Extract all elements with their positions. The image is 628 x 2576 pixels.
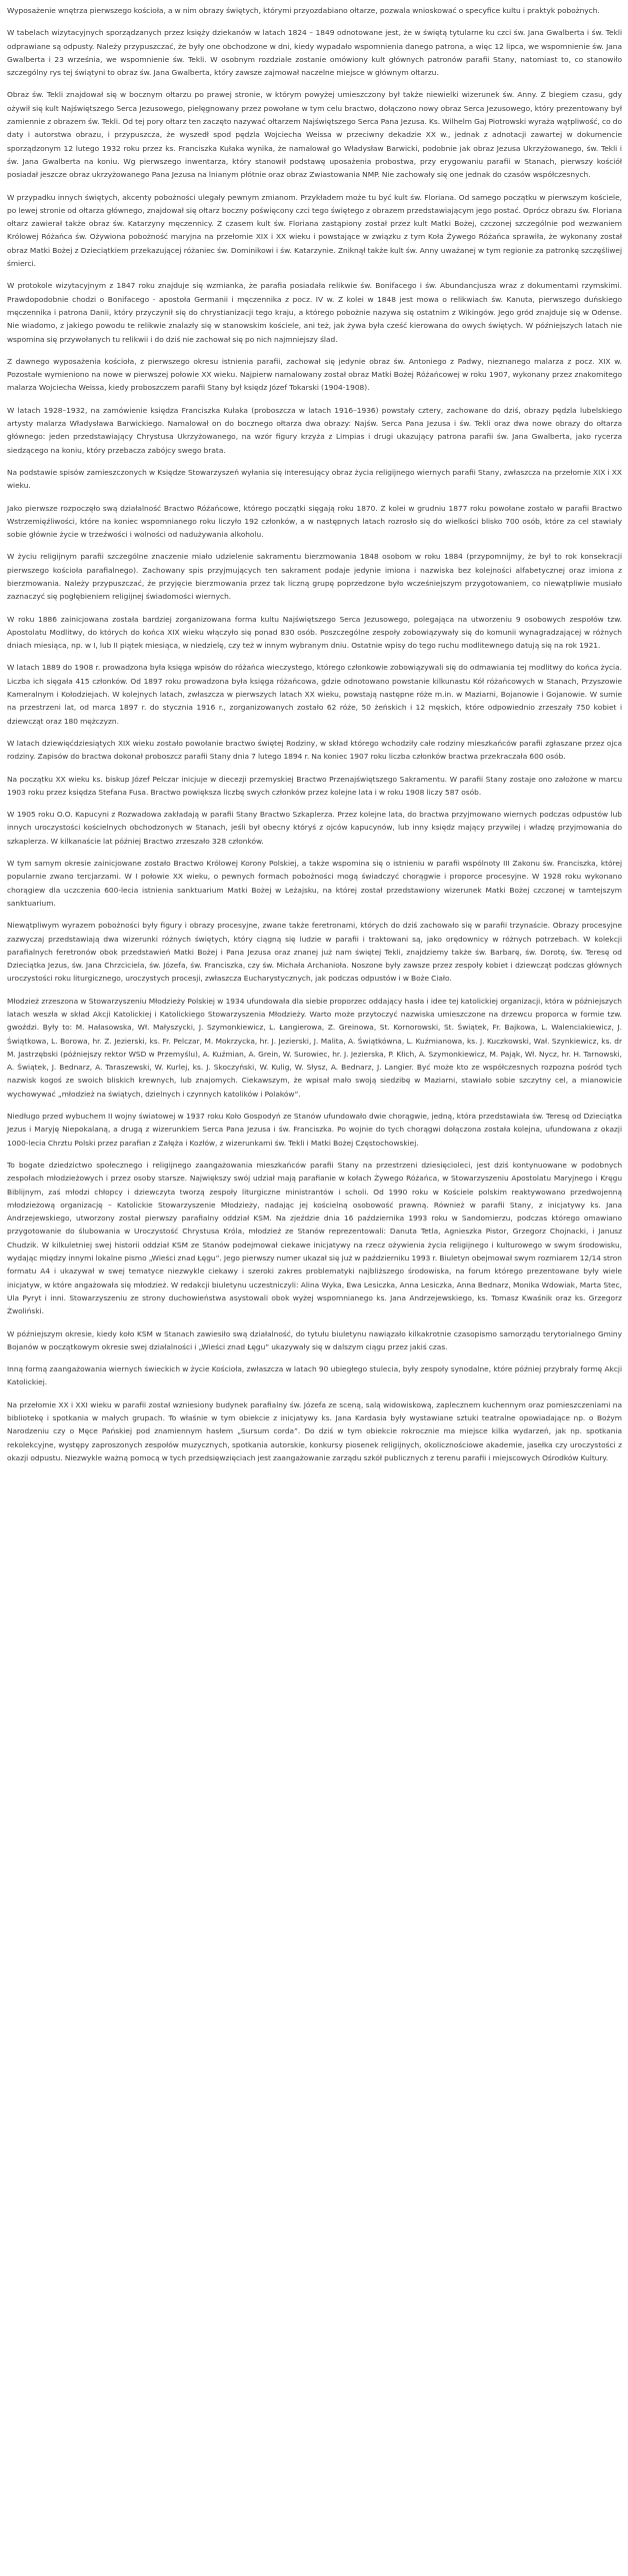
paragraph-6: Z dawnego wyposażenia kościoła, z pierwszego okresu istnienia parafii, zachował się jedynie obraz św. Antoniego z Padwy, nieznanego malarza z pocz. XIX w. Pozostałe wymieniono na nowe w pierwszej połowie XX wieku. Najpierw namalowany został obraz Matki Bożej Różańcowej w roku 1907, wykonany przez znakomitego malarza Wojciecha Weissa, kiedy proboszczem parafii Stany był księdz Józef Tokarski (1904-1908). [7, 356, 622, 393]
paragraph-4: W przypadku innych świętych, akcenty pobożności ulegały pewnym zmianom. Przykładem może tu być kult św. Floriana. Od samego początku w pierwszym kościele, po lewej stronie od ołtarza głównego, znajdował się ołtarz boczny poświęcony czci tego świętego z obrazem przedstawiającym jego postać. Oprócz obrazu św. Floriana ołtarz zawierał także obraz św. Katarzyny męczennicy. Z czasem kult św. Floriana zastąpiony został przez kult Matki Bożej, czczonej szczególnie pod wezwaniem Królowej Różańca św. Ożywiona pobożność maryjna na przełomie XIX i XX wieku i powstające w związku z tym Koła Żywego Różańca sprawiła, że wykonany został obraz Matki Bożej z Dzieciątkiem przekazującej różaniec św. Dominikowi i św. Katarzynie. Zniknął także kult św. Anny uważanej w tym regionie za patronkę szczęśliwej śmierci. [7, 192, 622, 269]
paragraph-10: W życiu religijnym parafii szczególne znaczenie miało udzielenie sakramentu bierzmowania 1848 osobom w roku 1884 (przypomnijmy, że był to rok konsekracji pierwszego kościoła parafialnego). Zachowany spis przyjmujących ten sakrament podaje jedynie imiona i nazwiska bez kolejności alfabetycznej oraz imiona z bierzmowania. Należy przypuszczać, że przyjęcie bierzmowania przez tak liczną grupę poprzedzone było wcześniejszym przygotowaniem, co niewątpliwie musiało zaznaczyć się pogłębieniem religijnej świadomości wiernych. [7, 552, 622, 602]
paragraph-9: Jako pierwsze rozpoczęło swą działalność Bractwo Różańcowe, którego początki sięgają roku 1870. Z kolei w grudniu 1877 roku powołane zostało w parafii Bractwo Wstrzemięźliwości, które na koniec wspomnianego roku liczyło 192 członków, a w następnych latach rozrosło się do wielkości blisko 700 osób, które za cel stawiały sobie głównie życie w trzeźwości i wolności od nadużywania alkoholu. [7, 503, 622, 540]
paragraph-18: Młodzież zrzeszona w Stowarzyszeniu Młodzieży Polskiej w 1934 ufundowała dla siebie proporzec oddający hasła i idee tej katolickiej organizacji, która w późniejszych latach weszła w skład Akcji Katolickiej i Katolickiego Stowarzyszenia Młodzieży. Warto może przytoczyć nazwiska umieszczone na drzewcu proporca w formie tzw. gwoździ. Były to: M. Hałasowska, Wł. Małyszycki, J. Szymonkiewicz, L. Łangierowa, Z. Greinowa, St. Kornorowski, St. Świątek, Fr. Bajkowa, L. Walenciakiewicz, J. Świątkowa, L. Borowa, hr. Z. Jezierski, ks. Fr. Pelczar, M. Mokrzycka, hr. J. Jezierski, J. Malita, A. Świątkówna, L. Kuźmianowa, ks. J. Kuczkowski, Wał. Szynkiewicz, ks. dr M. Jastrzębski (późniejszy rektor WSD w Przemyślu), A. Kuźmian, A. Grein, W. Surowiec, hr. J. Jezierska, P. Kłich, A. Szymonkiewicz, M. Pająk, Wł. Nycz, hr. H. Tarnowski, A. Świątek, J. Bednarz, A. Taraszewski, W. Kurlej, ks. J. Skoczyński, W. Kulig, W. Słysz, A. Bednarz, J. Langier. Być może kto ze współczesnych rozpozna pośród tych nazwisk kogoś ze swoich bliskich krewnych, lub znajomych. Ciekawszym, że wpisał mało swoją siedzibę w Maziarni, stawiało sobie szczytny cel, a mianowicie wychowywać „młodzież na świątych, dzielnych i czynnych katolików i Polaków”. [7, 996, 622, 1099]
paragraph-5: W protokole wizytacyjnym z 1847 roku znajduje się wzmianka, że parafia posiadała relikwie św. Bonifacego i św. Abundancjusza wraz z dokumentami rzymskimi. Prawdopodobnie chodzi o Bonifacego - apostoła Germanii i męczennika z pocz. IV w. Z kolei w 1848 jest mowa o relikwiach św. Kanuta, pierwszego duńskiego męczennika i patrona Danii, który przyczynił się do chrystianizacji tego kraju, a którego pobożnie nazywa się ostatnim z Wikingów. Jego gród znajduje się w Odense. Nie wiadomo, z jakiego powodu te relikwie znalazły się w stanowskim kościele, ani też, jak żywa była cześć kierowana do owych świętych. W późniejszych latach nie wspomina się przywołanych tu relikwii i do dziś nie zachował się po nich najmniejszy ślad. [7, 281, 622, 344]
paragraph-15: W 1905 roku O.O. Kapucyni z Rozwadowa zakładają w parafii Stany Bractwo Szkaplerza. Przez kolejne lata, do bractwa przyjmowano wiernych podczas odpustów lub innych uroczystości kościelnych obchodzonych w Stanach, jeśli był obecny któryś z ojców kapucynów, lub inny księdz mający przywilej i władzę przyjmowania do szkaplerza. W kilkanaście lat później Bractwo zrzeszało 328 członków. [7, 810, 622, 846]
paragraph-17: Niewątpliwym wyrazem pobożności były figury i obrazy procesyjne, zwane także feretronami, których do dziś zachowało się w parafii trzynaście. Obrazy procesyjne zazwyczaj przedstawiają dwa wizerunki różnych świętych, który ciągną się ludzie w parafii i traktowani są, jako orędownicy w różnych potrzebach. W kolekcji parafialnych feretronów obok przedstawień Matki Bożej i Pana Jezusa oraz znanej już nam świętej Tekli, znajdziemy także św. Barbarę, św. Dorotę, św. Teresę od Dzieciątka Jezus, św. Jana Chrzciciela, św. Józefa, św. Franciszka, czy św. Michała Archanioła. Noszone były zawsze przez zespoły kobiet i dziewcząt podczas głównych uroczystości roku liturgicznego, uroczystych procesji, zwłaszcza Eucharystycznych, jak podczas odpustów i w Boże Ciało. [7, 921, 622, 984]
paragraph-1: Wyposażenie wnętrza pierwszego kościoła, a w nim obrazy świętych, którymi przyozdabiano ołtarze, pozwala wnioskować o specyfice kultu i praktyk pobożnych. [7, 6, 600, 15]
paragraph-11: W roku 1886 zainicjowana została bardziej zorganizowana forma kultu Najświętszego Serca Jezusowego, polegająca na utworzeniu 9 osobowych zespołów tzw. Apostolatu Modlitwy, do których do końca XIX wieku włączyło się ponad 830 osób. Poszczególne zespoły zobowiązywały się do komunii wynagradzającej w różnych dniach miesiąca, np. w I, lub II piątek miesiąca, w niedzielę, czy też w innym wybranym dniu. Ostatnie wpisy do tego ruchu modlitewnego datują się na rok 1921. [7, 614, 622, 651]
paragraph-21: W późniejszym okresie, kiedy koło KSM w Stanach zawiesiło swą działalność, do tytułu biuletynu nawiązało kilkakrotnie czasopismo samorządu terytorialnego Gminy Bojanów w początkowym okresie swej działalności i „Wieści znad Łęgu” ukazywały się w dalszym ciągu przez jakiś czas. [7, 1328, 622, 1351]
paragraph-20: To bogate dziedzictwo społecznego i religijnego zaangażowania mieszkańców parafii Stany na przestrzeni dziesięcioleci, jest dziś kontynuowane w podobnych zespołach młodzieżowych i przez osoby starsze. Największy swój udział mają parafianie w kołach Żywego Różańca, w Stowarzyszeniu Apostolatu Maryjnego i Kręgu Biblijnym, zaś młodzi chłopcy i dziewczyta tworzą zespoły liturgiczne ministrantów i scholi. Od 1990 roku w Kościele polskim reaktywowano przedwojenną młodzieżową organizację – Katolickie Stowarzyszenie Młodzieży, nadając jej kościelną osobowość prawną. Również w parafii Stany, z inicjatywy ks. Jana Andrzejewskiego, utworzony został pierwszy parafialny oddział KSM. Na zjeździe dnia 16 października 1993 roku w Sandomierzu, podczas którego omawiano przygotowanie do ślubowania w Uroczystość Chrystusa Króla, młodzież ze Stanów reprezentowali: Danuta Tetla, Agnieszka Pistor, Grzegorz Chojnacki, i Janusz Chudzik. W kilkuletniej swej historii oddział KSM ze Stanów podejmował ciekawe inicjatywy na rzecz ożywienia życia religijnego i kulturowego w swym środowisku, wydając między innymi lokalne pismo „Wieści znad Łęgu”. Jego pierwszy numer ukazał się już w październiku 1993 r. Biuletyn obejmował swym rozmiarem 12/14 stron formatu A4 i ukazywał w swej tematyce niezwykle ciekawy i szeroki zakres problematyki najbliższego środowiska, na forum którego prezentowane były wiele inicjatyw, w które angażowała się młodzież. W redakcji biuletynu uczestniczyli: Alina Wyka, Ewa Lesiczka, Anna Lesiczka, Anna Bednarz, Monika Wdowiak, Marta Stec, Ula Pyryt i inni. Stowarzyszeniu ze strony duchowieństwa asystowali obok wyżej wspomnianego ks. Jana Andrzejewskiego, ks. Tomasz Kwaśnik oraz ks. Grzegorz Żwoliński. [7, 1160, 622, 1316]
paragraph-19: Niedługo przed wybuchem II wojny światowej w 1937 roku Koło Gospodyń ze Stanów ufundowało dwie chorągwie, jedną, która przedstawiała św. Teresę od Dzieciątka Jezus i Maryję Niepokalaną, a drugą z wizerunkiem Serca Pana Jezusa i św. Franciszka. Po wojnie do tych chorągwi dołączona została kolejna, ufundowana z okazji 1000-lecia Chrztu Polski przez parafian z Załęża i Kozłów, z wizerunkami św. Tekli i Matki Bożej Częstochowskiej. [7, 1112, 622, 1148]
paragraph-2: W tabelach wizytacyjnych sporządzanych przez księży dziekanów w latach 1824 – 1849 odnotowane jest, że w świętą tytularne ku czci św. Jana Gwalberta i św. Tekli odprawiane są odpusty. Należy przypuszczać, że były one obchodzone w dni, kiedy wypadało wspomnienia danego patrona, a więc 12 lipca, we wspomnienie św. Jana Gwalberta i 23 września, we wspomnienie św. Tekli. W osobnym rozdziale zostanie omówiony kult głównych patronów parafii Stany, natomiast to, co stanowiło szczególny rys tej świątyni to obraz św. Jana Gwalberta, który zawsze zajmował naczelne miejsce w głównym ołtarzu. [7, 28, 622, 78]
paragraph-13: W latach dziewięćdziesiątych XIX wieku zostało powołanie bractwo świętej Rodziny, w skład którego wchodziły całe rodziny mieszkańców parafii zgłaszane przez ojca rodziny. Zapisów do bractwa dokonał proboszcz parafii Stany dnia 7 lutego 1894 r. Na koniec 1907 roku liczba członków bractwa przekraczała 600 osób. [7, 738, 622, 762]
paragraph-16: W tym samym okresie zainicjowane zostało Bractwo Królowej Korony Polskiej, a także wspomina się o istnieniu w parafii wspólnoty III Zakonu św. Franciszka, której popularnie zwano tercjarzami. W I połowie XX wieku, o pewnych formach pobożności mogą świadczyć chorągwie i proporce procesyjne. W 1928 roku wykonano chorągiew dla uczczenia 600-lecia istnienia sanktuarium Matki Bożej w Leżajsku, na której został przedstawiony wizerunek Matki Bożej czczonej w tamtejszym sanktuarium. [7, 859, 622, 908]
paragraph-23: Na przełomie XX i XXI wieku w parafii został wzniesiony budynek parafialny św. Józefa ze sceną, salą widowiskową, zaplecznem kuchennym oraz pomieszczeniami na bibliotekę i spotkania w małych grupach. To właśnie w tym obiekcie z inicjatywy ks. Jana Kardasia były wystawiane sztuki teatralne opowiadające np. o Bożym Narodzeniu czy o Męce Pańskiej pod znamiennym hasłem „Sursum corda”. Do dziś w tym obiekcie rokrocznie ma miejsce kilka wydarzeń, jak np. spotkania rekolekcyjne, występy zaproszonych zespołów muzycznych, spotkania autorskie, konkursy piosenek religijnych, okolicznościowe akademie, jasełka czy uroczystości z okazji odpustu. Niezwykle ważną pomocą w tych przedsięwzięciach jest zaangażowanie zarządu szkół publicznych z terenu parafii i miejscowych Ośrodków Kultury. [7, 1399, 622, 1462]
paragraph-22: Inną formą zaangażowania wiernych świeckich w życie Kościoła, zwłaszcza w latach 90 ubiegłego stulecia, były zespoły synodalne, które później przybrały formę Akcji Katolickiej. [7, 1364, 622, 1387]
paragraph-3: Obraz św. Tekli znajdował się w bocznym ołtarzu po prawej stronie, w którym powyżej umieszczony był także niewielki wizerunek św. Anny. Z biegiem czasu, gdy ożywił się kult Najświętszego Serca Jezusowego, pielęgnowany przez powołane w tym celu bractwo, dołączono nowy obraz Serca Jezusowego, który prezentowany był zamiennie z obrazem św. Tekli. Od tej pory ołtarz ten zaczęto nazywać ołtarzem Najświętszego Serca Pana Jezusa. Ks. Wilhelm Gaj Piotrowski wyraża wątpliwość, co do daty i autorstwa obrazu, i przypuszcza, że wyszedł spod pędzla Wojciecha Weissa w przeciwny dekadzie XX w., jednak z adnotacji zawartej w dokumencie sporządzonym 12 lutego 1932 roku przez ks. Franciszka Kułaka wynika, że namalował go Władysław Barwicki, podobnie jak obraz Jezusa Ukrzyżowanego, św. Tekli i św. Jana Gwalberta na koniu. Wg pierwszego inwentarza, który stanowił podstawę uposażenia probostwa, przy erygowaniu parafii w Stanach, pierwszy kościół posiadał jeszcze obraz ukrzyżowanego Pana Jezusa na lnianym płótnie oraz obraz Zwiastowania NMP. Nie zachowały się one jednak do czasów współczesnych. [7, 90, 622, 180]
paragraph-7: W latach 1928–1932, na zamówienie księdza Franciszka Kułaka (proboszcza w latach 1916–1936) powstały cztery, zachowane do dziś, obrazy pędzla lubelskiego artysty malarza Władysława Barwickiego. Namalował on do bocznego ołtarza dwa obrazy: Najśw. Serca Pana Jezusa i św. Tekli oraz dwa nowe obrazy do ołtarza głównego: jeden przedstawiający Chrystusa Ukrzyżowanego, na wzór figury krzyża z Limpias i drugi ukazujący patrona parafii św. Jana Gwalberta, jako rycerza siedzącego na koniu, który przebacza zabójcy swego brata. [7, 405, 622, 455]
paragraph-12: W latach 1889 do 1908 r. prowadzona była księga wpisów do różańca wieczystego, którego członkowie zobowiązywali się do odmawiania tej modlitwy do końca życia. Liczba ich sięgała 415 członków. Od 1897 roku prowadzona była księga różańcowa, gdzie odnotowano powstanie kilkunastu Kół różańcowych w Stanach, Przyszowie Kameralnym i Kołodziejach. W kolejnych latach, zwłaszcza w pierwszych latach XX wieku, powstają następne róże m.in. w Maziarni, Bojanowie i Gojanowie. W sumie na przestrzeni lat, od marca 1897 r. do stycznia 1916 r., zorganizowanych zostało 62 róże, 50 żeńskich i 12 męskich, które odpowiednio zrzeszały 750 kobiet i dziewcząt oraz 180 mężczyzn. [7, 663, 622, 726]
paragraph-8: Na podstawie spisów zamieszczonych w Księdze Stowarzyszeń wyłania się interesujący obraz życia religijnego wiernych parafii Stany, zwłaszcza na przełomie XIX i XX wieku. [7, 467, 622, 491]
paragraph-14: Na początku XX wieku ks. biskup Józef Pelczar inicjuje w diecezji przemyskiej Bractwo Przenajświętszego Sakramentu. W parafii Stany zostaje ono założone w marcu 1903 roku przez księdza Stefana Fusa. Bractwo powiększa liczbę swych członków przez kolejne lata i w roku 1908 liczy 587 osób. [7, 774, 622, 797]
